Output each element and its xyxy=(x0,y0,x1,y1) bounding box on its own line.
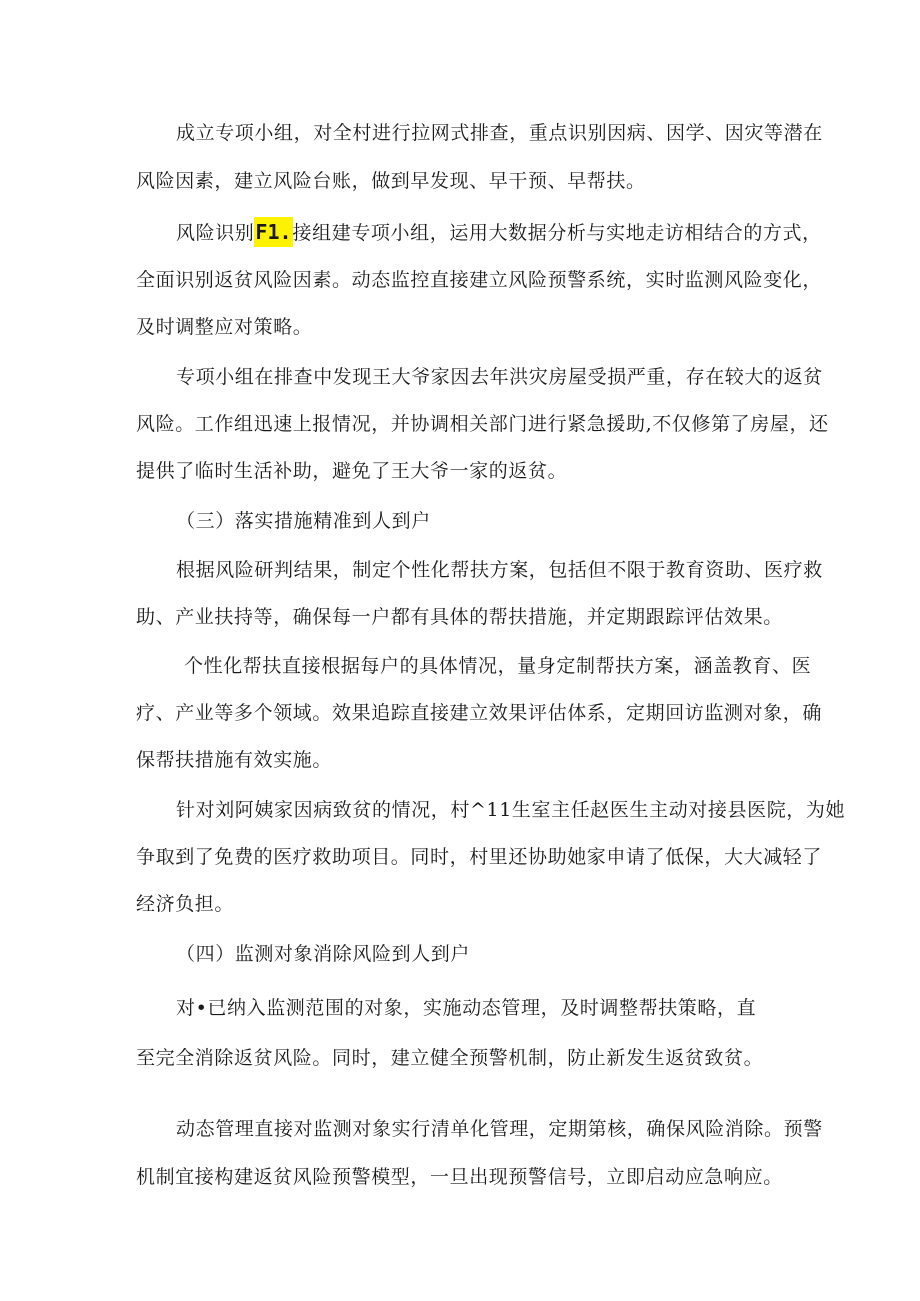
paragraph-line: 机制宜接构建返贫风险预警模型，一旦出现预警信号，立即启动应急响应。 xyxy=(136,1166,783,1188)
paragraph-line: 对•已纳入监测范围的对象，实施动态管理，及时调整帮扶策略，直 xyxy=(176,997,757,1019)
paragraph-line: 提供了临时生活补助，避免了王大爷一家的返贫。 xyxy=(136,460,568,482)
paragraph-line: 动态管理直接对监测对象实行清单化管理，定期第核，确保风险消除。预警 xyxy=(176,1118,823,1140)
highlight-marker: F1. xyxy=(254,217,292,247)
paragraph-line: 至完全消除返贫风险。同时，建立健全预警机制，防止新发生返贫致贫。 xyxy=(136,1047,764,1069)
paragraph-line: 成立专项小组，对全村进行拉网式排查，重点识别因病、因学、因灾等潜在 xyxy=(176,122,823,144)
section-heading: （四）监测对象消除风险到人到户 xyxy=(176,943,471,965)
paragraph-line: 风险因素，建立风险台账，做到早发现、早干预、早帮扶。 xyxy=(136,170,646,192)
paragraph-line: 经济负担。 xyxy=(136,893,235,915)
paragraph-line: 助、产业扶持等，确保每一户都有具体的帮扶措施，并定期跟踪评估效果。 xyxy=(136,606,783,628)
section-heading: （三）落实措施精准到人到户 xyxy=(176,510,431,532)
paragraph-line: 风险。工作组迅速上报情况，并协调相关部门进行紧急援助,不仅修第了房屋，还 xyxy=(136,413,829,435)
paragraph-line: 疗、产业等多个领域。效果追踪直接建立效果评估体系，定期回访监测对象，确 xyxy=(136,702,823,724)
paragraph-text: 风险识别 xyxy=(176,222,255,244)
paragraph-line: 全面识别返贫风险因素。动态监控直接建立风险预警系统，实时监测风险变化， xyxy=(136,269,823,291)
paragraph-line: 个性化帮扶直接根据每户的具体情况，量身定制帮扶方案，涵盖教育、医 xyxy=(184,655,812,677)
paragraph-line: 根据风险研判结果，制定个性化帮扶方案，包括但不限于教育资助、医疗救 xyxy=(176,559,823,581)
paragraph-line: 针对刘阿姨家因病致贫的情况，村^11生室主任赵医生主动对接县医院，为她 xyxy=(176,799,846,821)
paragraph-line: 争取到了免费的医疗救助项目。同时，村里还协助她家申请了低保，大大减轻了 xyxy=(136,846,823,868)
paragraph-text: 接组建专项小组，运用大数据分析与实地走访相结合的方式， xyxy=(292,222,822,244)
paragraph-line xyxy=(176,217,822,248)
paragraph-line: 保帮扶措施有效实施。 xyxy=(136,749,333,771)
paragraph-line: 专项小组在排查中发现王大爷家因去年洪灾房屋受损严重，存在较大的返贫 xyxy=(176,366,823,388)
paragraph-line: 及时调整应对策略。 xyxy=(136,316,313,338)
